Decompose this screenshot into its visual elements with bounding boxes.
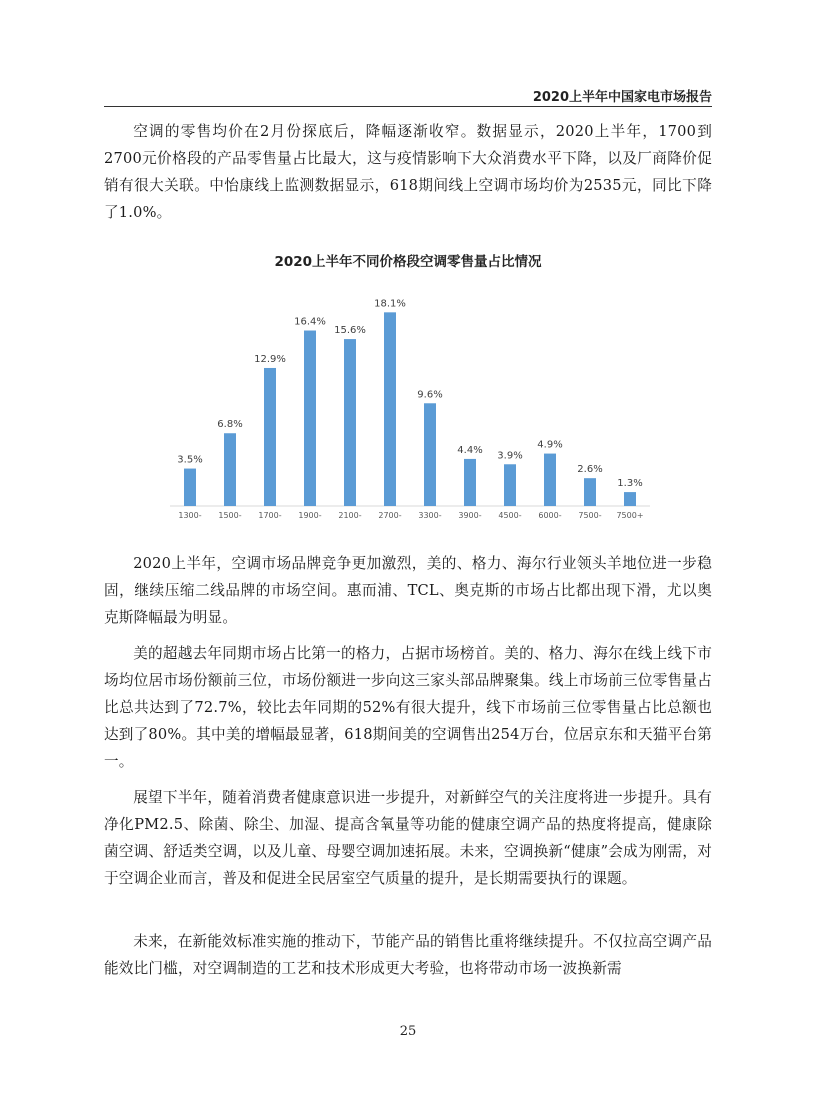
paragraph-energy-efficiency: 未来，在新能效标准实施的推动下，节能产品的销售比重将继续提升。不仅拉高空调产品能效比门槛，对空调制造的工艺和技术形成更大考验，也将带动市场一波换新需	[104, 933, 712, 977]
page-header	[104, 86, 712, 107]
tick-label-7500-: 7500-	[578, 511, 602, 520]
data-label-3300-: 9.6%	[417, 389, 443, 401]
bar-1900-	[304, 331, 316, 506]
paragraph-outlook: 展望下半年，随着消费者健康意识进一步提升，对新鲜空气的关注度将进一步提升。具有净化PM2.5、除菌、除尘、加湿、提高含氧量等功能的健康空调产品的热度将提高，健康除菌空调、舒适类空调，以及儿童、母婴空调加速拓展。未来，空调换新“健康”会成为刚需，对于空调企业而言，普及和促进全民居室空气质量的提升，是长期需要执行的课题。	[104, 789, 712, 887]
data-label-1300-: 3.5%	[177, 454, 203, 466]
tick-label-6000-: 6000-	[538, 511, 562, 520]
bar-6000-	[544, 454, 556, 506]
data-label-7500-: 2.6%	[577, 464, 603, 476]
tick-label-3300-: 3300-	[418, 511, 442, 520]
tick-label-2700-: 2700-	[378, 511, 402, 520]
tick-label-2100-: 2100-	[338, 511, 362, 520]
bar-7500-	[584, 478, 596, 506]
paragraph-market-share: 美的超越去年同期市场占比第一的格力，占据市场榜首。美的、格力、海尔在线上线下市场均位居市场份额前三位，市场份额进一步向这三家头部品牌聚集。线上市场前三位零售量占比总共达到了72.7%，较比去年同期的52%有很大提升，线下市场前三位零售量占比总额也达到了80%。其中美的增幅最显著，618期间美的空调售出254万台，位居京东和天猫平台第一。	[104, 645, 712, 770]
tick-label-1500-: 1500-	[218, 511, 242, 520]
data-label-7500+: 1.3%	[617, 478, 643, 490]
tick-label-4500-: 4500-	[498, 511, 522, 520]
data-label-1500-: 6.8%	[217, 419, 243, 431]
header-title: 2020上半年中国家电市场报告	[532, 90, 712, 105]
bar-2100-	[344, 339, 356, 506]
bar-1700-	[264, 368, 276, 506]
bar-1300-	[184, 469, 196, 506]
data-label-6000-: 4.9%	[537, 439, 563, 451]
chart-title: 2020上半年不同价格段空调零售量占比情况	[274, 254, 542, 270]
bar-7500+	[624, 492, 636, 506]
data-label-1700-: 12.9%	[254, 353, 286, 365]
bar-1500-	[224, 433, 236, 506]
bar-2700-	[384, 312, 396, 506]
tick-label-7500+: 7500+	[616, 511, 644, 520]
bar-3300-	[424, 403, 436, 506]
data-label-2100-: 15.6%	[334, 325, 366, 337]
tick-label-1900-: 1900-	[298, 511, 322, 520]
tick-label-1700-: 1700-	[258, 511, 282, 520]
data-label-3900-: 4.4%	[457, 444, 483, 456]
bar-4500-	[504, 464, 516, 506]
paragraph-brand-competition: 2020上半年，空调市场品牌竞争更加激烈，美的、格力、海尔行业领头羊地位进一步稳固，继续压缩二线品牌的市场空间。惠而浦、TCL、奥克斯的市场占比都出现下滑，尤以奥克斯降幅最为明显。	[104, 555, 712, 626]
data-label-2700-: 18.1%	[374, 298, 406, 310]
paragraph-price-trend: 空调的零售均价在2月份探底后，降幅逐渐收窄。数据显示，2020上半年，1700到2700元价格段的产品零售量占比最大，这与疫情影响下大众消费水平下降，以及厂商降价促销有很大关联。中怡康线上监测数据显示，618期间线上空调市场均价为2535元，同比下降了1.0%。	[104, 123, 712, 221]
data-label-1900-: 16.4%	[294, 316, 326, 328]
page-number: 25	[399, 1024, 417, 1039]
tick-label-3900-: 3900-	[458, 511, 482, 520]
bar-3900-	[464, 459, 476, 506]
price-segment-bar-chart	[160, 282, 660, 522]
data-label-4500-: 3.9%	[497, 450, 523, 462]
tick-label-1300-: 1300-	[178, 511, 202, 520]
